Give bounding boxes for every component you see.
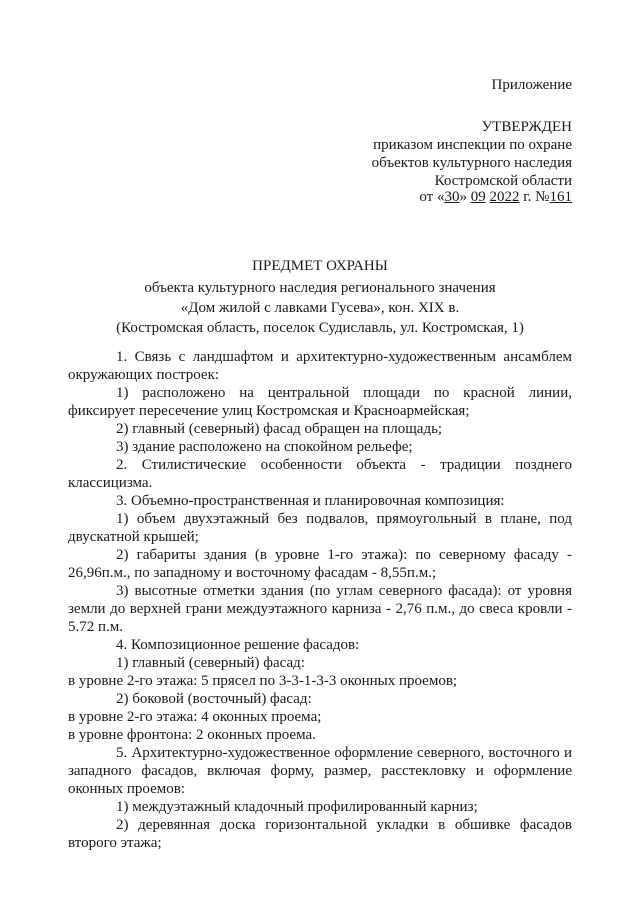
- order-line: [419, 188, 572, 206]
- paragraph: 2) габариты здания (в уровне 1-го этажа): по северному фасаду - 26,96п.м., по западному и восточному фасадам - 8,55п.м.;: [68, 547, 572, 581]
- order-year: 2022: [489, 189, 520, 205]
- order-month: 09: [470, 189, 486, 205]
- paragraph: 2) деревянная доска горизонтальной укладки в обшивке фасадов второго этажа;: [68, 817, 572, 851]
- approved-line-3: Костромской области: [434, 173, 572, 189]
- title-line-3: (Костромская область, поселок Судиславль, ул. Костромская, 1): [116, 320, 524, 336]
- title-line-1: объекта культурного наследия регионального значения: [144, 280, 496, 296]
- paragraph: 1. Связь с ландшафтом и архитектурно-художественным ансамблем окружающих построек:: [68, 349, 572, 383]
- paragraph: 3) здание расположено на спокойном рельефе;: [116, 439, 413, 455]
- paragraph: 3. Объемно-пространственная и планировочная композиция:: [116, 493, 505, 509]
- order-prefix: от «: [419, 189, 445, 205]
- paragraph: в уровне 2-го этажа: 5 прясел по 3-3-1-3-3 оконных проемов;: [68, 673, 458, 689]
- approved-line-2: объектов культурного наследия: [371, 155, 572, 171]
- paragraph: 2. Стилистические особенности объекта - традиции позднего классицизма.: [68, 457, 572, 491]
- order-sep-1: »: [459, 189, 471, 205]
- approved-heading: УТВЕРЖДЕН: [481, 119, 572, 135]
- document-heading: ПРЕДМЕТ ОХРАНЫ: [252, 258, 388, 274]
- paragraph: в уровне 2-го этажа: 4 оконных проема;: [68, 709, 322, 725]
- title-block: [0, 256, 640, 338]
- order-sep-3: г. №: [519, 189, 550, 205]
- document-body: [68, 348, 572, 852]
- order-day: 30: [444, 189, 460, 205]
- appendix-label: Приложение: [491, 77, 572, 93]
- paragraph: 3) высотные отметки здания (по углам северного фасада): от уровня земли до верхней грани междуэтажного карниза - 2,76 п.м., до свеса кровли - 5.72 п.м.: [68, 583, 572, 635]
- order-number: 161: [549, 189, 572, 205]
- approved-line-1: приказом инспекции по охране: [373, 137, 572, 153]
- paragraph: 2) боковой (восточный) фасад:: [116, 691, 312, 707]
- paragraph: 5. Архитектурно-художественное оформление северного, восточного и западного фасадов, включая форму, размер, расстекловку и оформление оконных проемов:: [68, 745, 572, 797]
- approval-block: [372, 118, 572, 190]
- paragraph: в уровне фронтона: 2 оконных проема.: [68, 727, 316, 743]
- paragraph: 2) главный (северный) фасад обращен на площадь;: [116, 421, 443, 437]
- paragraph: 1) междуэтажный кладочный профилированный карниз;: [116, 799, 478, 815]
- title-line-2: «Дом жилой с лавками Гусева», кон. XIX в.: [180, 300, 460, 316]
- paragraph: 1) главный (северный) фасад:: [116, 655, 305, 671]
- paragraph: 1) объем двухэтажный без подвалов, прямоугольный в плане, под двускатной крышей;: [68, 511, 572, 545]
- paragraph: 1) расположено на центральной площади по красной линии, фиксирует пересечение улиц Костромская и Красноармейская;: [68, 385, 572, 419]
- paragraph: 4. Композиционное решение фасадов:: [116, 637, 360, 653]
